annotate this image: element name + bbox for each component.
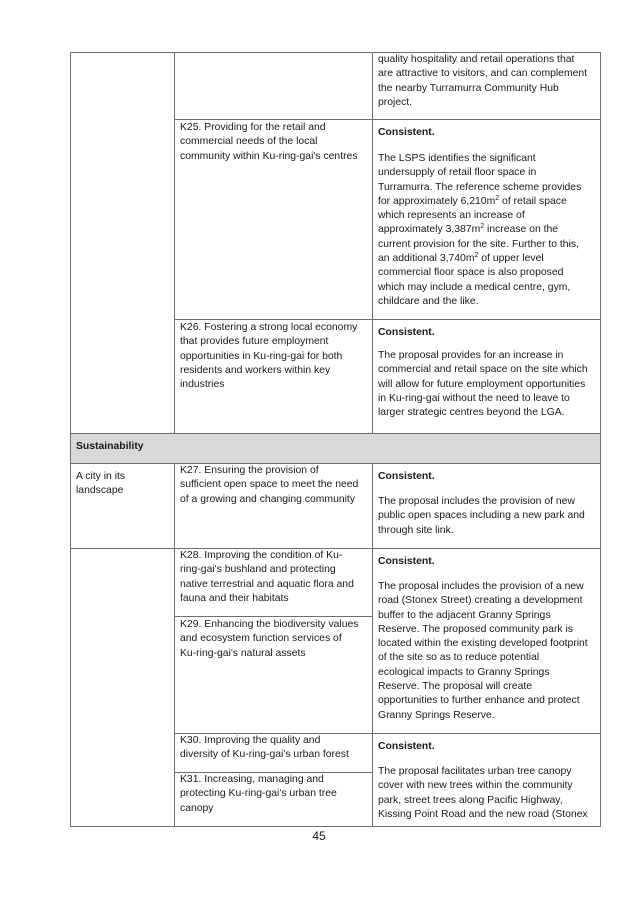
superscript: 2 (480, 223, 485, 231)
consistency-label: Consistent. (378, 327, 435, 338)
consistency-label: Consistent. (378, 127, 435, 138)
objective-cell-k25: K25. Providing for the retail and commercial needs of the local community within Ku-ring-gai's centres (180, 122, 358, 162)
planning-consistency-table (70, 52, 601, 827)
assessment-cell: The proposal includes the provision of a new road (Stonex Street) creating a development buffer to the adjacent Granny Springs Reserve. The proposed community park is located within the existing developed footprint of the site so as to reduce potential ecological impacts to Granny Springs Reserve. The proposal will create opportunities to further enhance and protect Granny Springs Reserve. (378, 581, 588, 721)
consistency-label: Consistent. (378, 556, 435, 567)
consistency-label: Consistent. (378, 471, 435, 482)
page-number: 45 (312, 829, 326, 843)
assessment-cell: The LSPS identifies the significant undersupply of retail floor space in Turramurra. The reference scheme provides for approximately $6,210m^2$ of retail space which represents an increase of approximately $3,387m^2$ increase on the current provision for the site. Further to this, an additional $3,740m^2$ of upper level commercial floor space is also proposed which may include a medical centre, gym, childcare and the like. (378, 153, 582, 307)
objective-cell-k28: K28. Improving the condition of Ku- ring-gai's bushland and protecting native terrestrial and aquatic flora and fauna and their habitats (180, 550, 354, 604)
objective-cell-k30: K30. Improving the quality and diversity of Ku-ring-gai's urban forest (180, 735, 349, 761)
objective-cell-k27: K27. Ensuring the provision of sufficient open space to meet the need of a growing and changing community (180, 465, 359, 505)
superscript: 2 (474, 252, 479, 260)
assessment-cell: The proposal provides for an increase in commercial and retail space on the site which will allow for future employment opportunities in Ku-ring-gai without the need to leave to larger strategic centres beyond the LGA. (378, 350, 588, 419)
assessment-cell: quality hospitality and retail operations that are attractive to visitors, and can complement the nearby Turramurra Community Hub project. (378, 54, 588, 108)
objective-cell-k26: K26. Fostering a strong local economy that provides future employment opportunities in Ku-ring-gai for both residents and workers within key industries (180, 322, 358, 391)
assessment-cell: The proposal includes the provision of new public open spaces including a new park and through site link. (378, 496, 585, 536)
superscript: 2 (495, 194, 500, 202)
assessment-cell: The proposal facilitates urban tree canopy cover with new trees within the community park, street trees along Pacific Highway, Kissing Point Road and the new road (Stonex (378, 766, 588, 820)
objective-cell-k31: K31. Increasing, managing and protecting Ku-ring-gai's urban tree canopy (180, 774, 337, 814)
consistency-label: Consistent. (378, 741, 435, 752)
section-header-sustainability: Sustainability (76, 441, 144, 452)
section-header-band (70, 433, 601, 463)
objective-cell-k29: K29. Enhancing the biodiversity values and ecosystem function services of Ku-ring-gai's natural assets (180, 619, 359, 659)
theme-cell: A city in its landscape (76, 471, 126, 497)
